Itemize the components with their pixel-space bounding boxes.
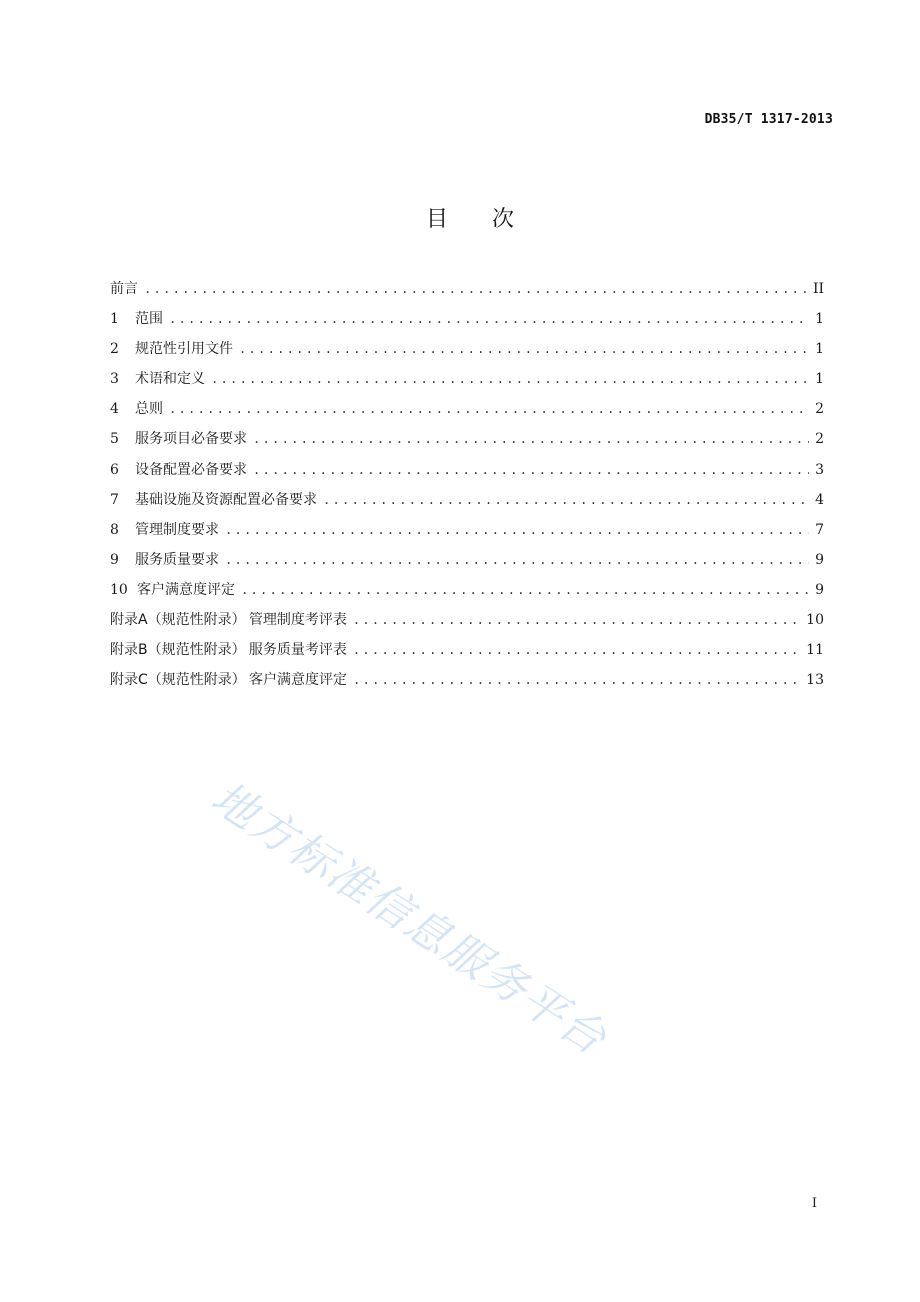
toc-entry-page: 2 [815, 431, 824, 448]
page-title-char-2: 次 [492, 207, 515, 232]
toc-dot-leader [353, 667, 800, 693]
toc-entry-label: 服务质量要求 [135, 551, 219, 568]
toc-dot-leader [239, 336, 809, 362]
toc-dot-leader [241, 577, 809, 603]
toc-entry-label: 服务项目必备要求 [135, 431, 247, 448]
toc-entry-5[interactable] [110, 426, 824, 456]
toc-entry-page: 2 [815, 401, 824, 418]
toc-dot-leader [144, 276, 807, 302]
toc-entry-label: 范围 [135, 311, 163, 328]
toc-entry-appendix-a[interactable] [110, 607, 824, 637]
toc-entry-label: 总则 [135, 401, 163, 418]
toc-entry-10[interactable] [110, 577, 824, 607]
toc-entry-9[interactable] [110, 547, 824, 577]
toc-entry-2[interactable] [110, 336, 824, 366]
toc-dot-leader [323, 487, 809, 513]
toc-dot-leader [169, 306, 809, 332]
toc-entry-page: II [812, 281, 824, 297]
toc-entry-foreword[interactable] [110, 276, 824, 306]
toc-entry-6[interactable] [110, 457, 824, 487]
toc-entry-3[interactable] [110, 366, 824, 396]
toc-entry-number: 2 [110, 341, 119, 358]
toc-entry-1[interactable] [110, 306, 824, 336]
toc-entry-label: 设备配置必备要求 [135, 461, 247, 478]
toc-entry-label: 管理制度考评表 [248, 612, 347, 629]
toc-entry-label: 管理制度要求 [135, 521, 219, 538]
document-code: DB35/T 1317-2013 [704, 112, 833, 127]
toc-entry-7[interactable] [110, 487, 824, 517]
toc-entry-page: 1 [815, 311, 824, 328]
toc-entry-page: 10 [806, 612, 824, 629]
toc-entry-4[interactable] [110, 396, 824, 426]
toc-entry-page: 1 [815, 371, 824, 388]
toc-entry-page: 13 [806, 672, 824, 689]
toc-entry-page: 9 [815, 581, 824, 598]
toc-dot-leader [211, 366, 809, 392]
toc-entry-page: 1 [815, 341, 824, 358]
toc-entry-label: 客户满意度评定 [137, 581, 235, 598]
toc-appendix-prefix: 附录B（规范性附录） [110, 642, 246, 659]
toc-dot-leader [169, 396, 809, 422]
toc-entry-label: 基础设施及资源配置必备要求 [135, 491, 317, 508]
toc-entry-appendix-b[interactable] [110, 637, 824, 667]
toc-entry-number: 1 [110, 311, 119, 328]
page-title [0, 202, 920, 233]
toc-entry-page: 9 [815, 551, 824, 568]
toc-entry-label: 前言 [110, 281, 138, 297]
toc-dot-leader [353, 637, 800, 663]
toc-entry-number: 10 [110, 581, 128, 598]
page-title-char-1: 目 [425, 207, 448, 232]
toc-entry-number: 4 [110, 401, 119, 418]
toc-entry-number: 8 [110, 521, 119, 538]
toc-entry-number: 3 [110, 371, 119, 388]
page-number: I [811, 1196, 817, 1211]
toc-entry-number: 9 [110, 551, 119, 568]
watermark: 地方标准信息服务平台 [202, 772, 616, 1066]
toc-dot-leader [225, 517, 809, 543]
toc-entry-label: 服务质量考评表 [248, 642, 347, 659]
toc-entry-page: 7 [815, 521, 824, 538]
toc-entry-number: 5 [110, 431, 119, 448]
toc-dot-leader [225, 547, 809, 573]
toc-entry-8[interactable] [110, 517, 824, 547]
toc-entry-label: 客户满意度评定 [249, 672, 348, 689]
toc-dot-leader [353, 607, 800, 633]
toc-entry-appendix-c[interactable] [110, 667, 824, 697]
toc-entry-page: 11 [806, 642, 824, 659]
toc-entry-label: 术语和定义 [135, 371, 205, 388]
toc-dot-leader [253, 426, 809, 452]
toc-entry-number: 7 [110, 491, 119, 508]
toc-appendix-prefix: 附录C（规范性附录） [110, 672, 246, 689]
toc-entry-page: 4 [815, 491, 824, 508]
toc-entry-number: 6 [110, 461, 119, 478]
toc-dot-leader [253, 457, 809, 483]
toc-entry-label: 规范性引用文件 [135, 341, 233, 358]
toc-entry-page: 3 [815, 461, 824, 478]
toc-appendix-prefix: 附录A（规范性附录） [110, 612, 246, 629]
table-of-contents [110, 276, 824, 697]
